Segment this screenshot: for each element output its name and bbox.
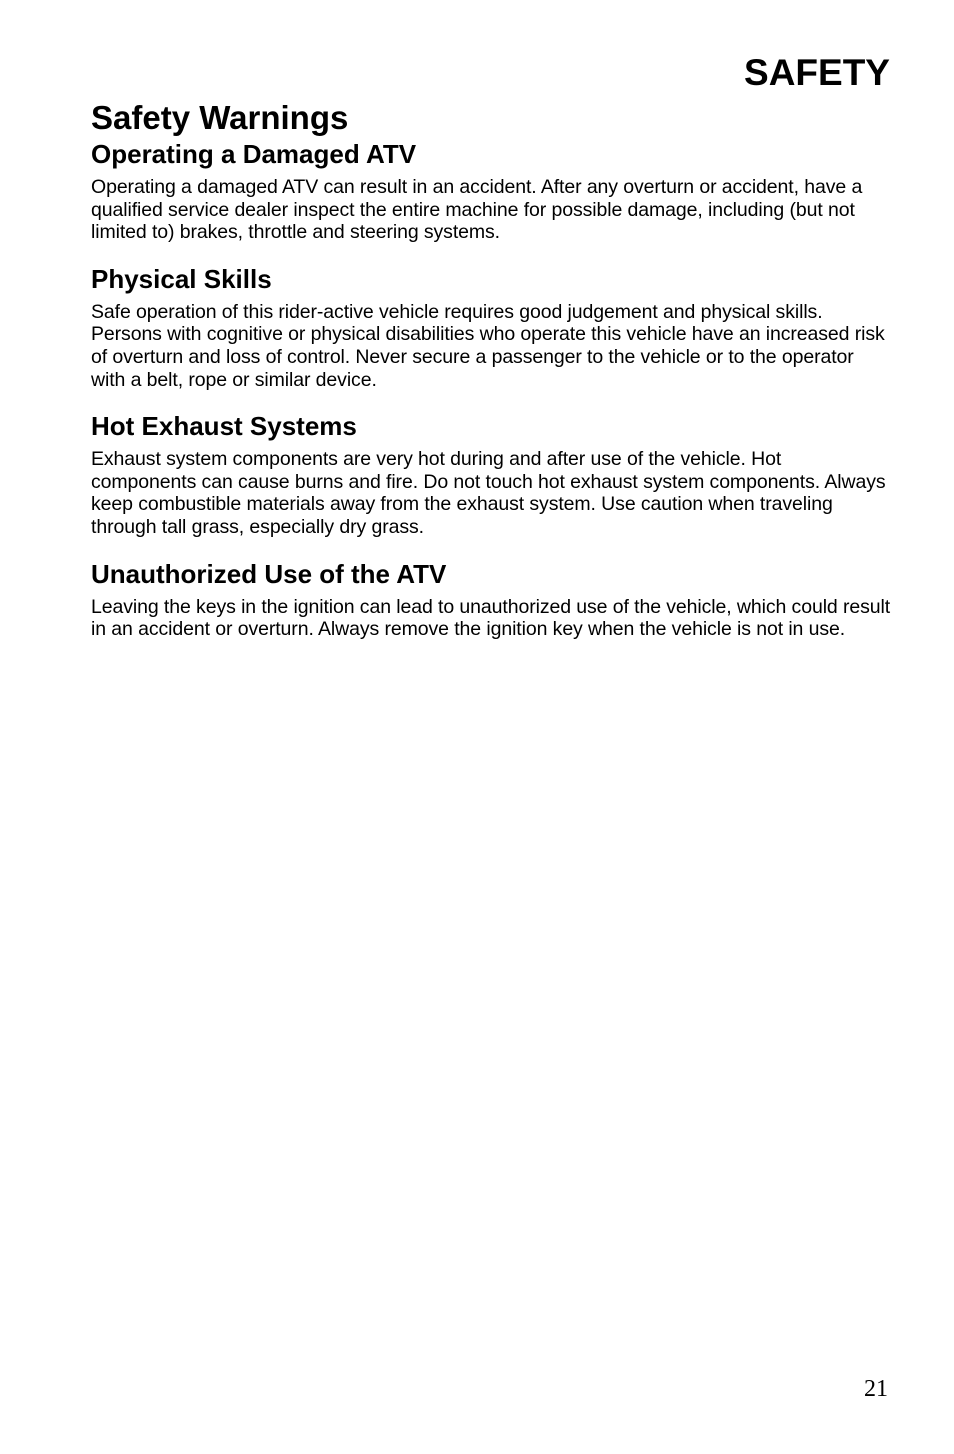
page-content <box>91 100 891 641</box>
section-hot-exhaust-systems <box>91 410 891 538</box>
section-heading: Operating a Damaged ATV <box>91 139 417 169</box>
chapter-title: SAFETY <box>744 52 890 93</box>
section-heading: Hot Exhaust Systems <box>91 411 357 442</box>
page-number: 21 <box>864 1376 888 1402</box>
section-heading: Unauthorized Use of the ATV <box>91 558 447 589</box>
page-title: Safety Warnings <box>91 99 349 136</box>
section-body: Operating a damaged ATV can result in an accident. After any overturn or accident, have a qualified service dealer inspect the entire machine for possible damage, including (but not limited to) brakes, throttle and steering systems. <box>91 176 863 244</box>
section-body: Leaving the keys in the ignition can lead to unauthorized use of the vehicle, which could result in an accident or overturn. Always remove the ignition key when the vehicle is not in use. <box>91 595 891 641</box>
section-body: Exhaust system components are very hot during and after use of the vehicle. Hot components can cause burns and fire. Do not touch hot exhaust system components. Always keep combustible materials away from the exhaust system. Use caution when traveling through tall grass, especially dry grass. <box>91 448 886 538</box>
section-physical-skills <box>91 263 891 391</box>
section-operating-damaged-atv <box>91 138 891 244</box>
section-heading: Physical Skills <box>91 263 272 294</box>
section-unauthorized-use <box>91 558 891 641</box>
section-body: Safe operation of this rider-active vehicle requires good judgement and physical skills. Persons with cognitive or physical disabilities who operate this vehicle have an increased risk of overturn and loss of control. Never secure a passenger to the vehicle or to the operator with a belt, rope or similar device. <box>91 300 885 391</box>
